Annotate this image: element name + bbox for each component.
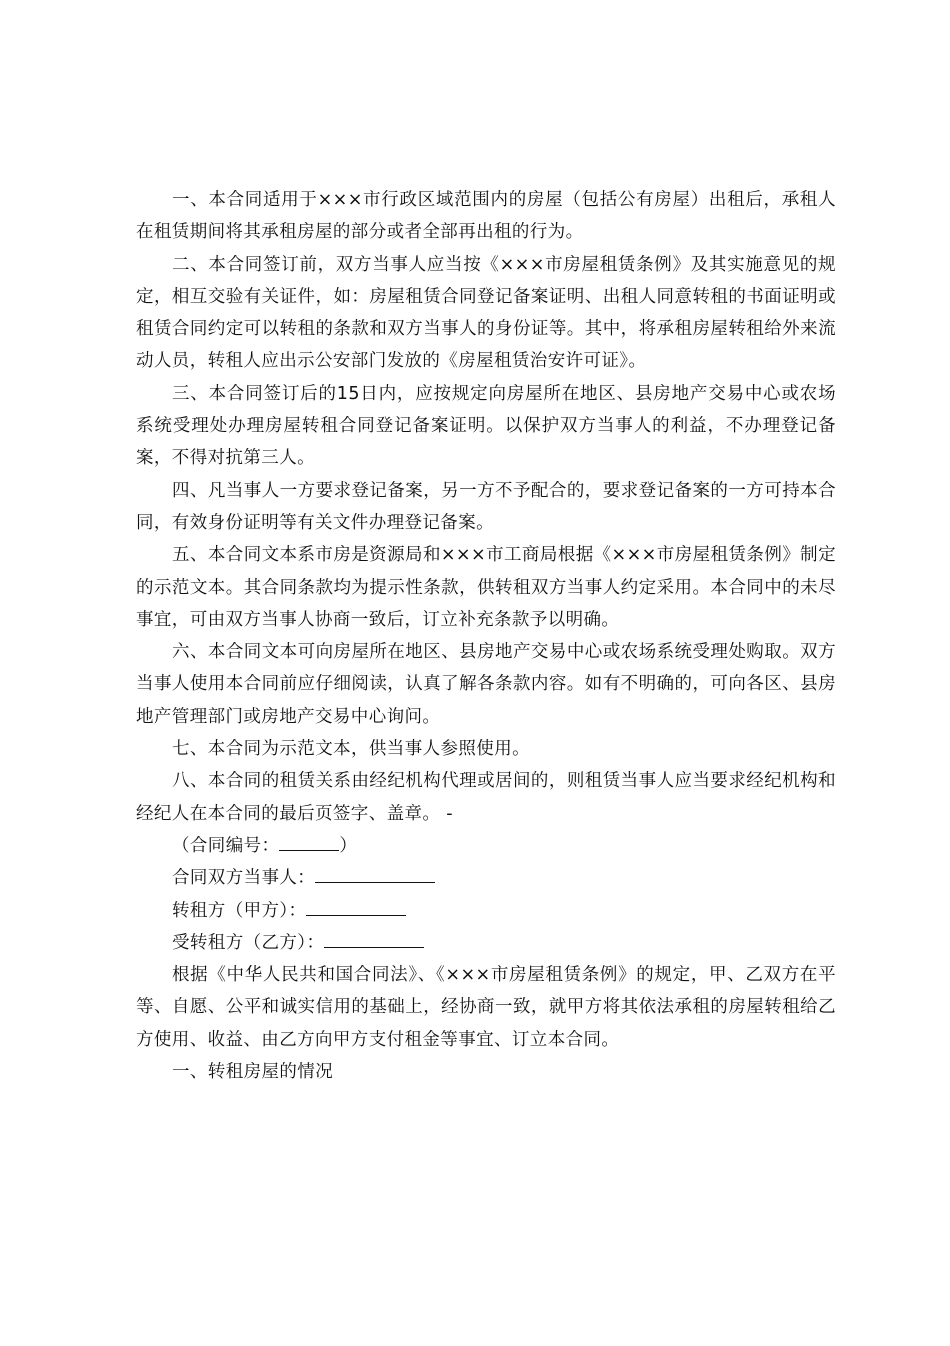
contract-number-blank <box>279 832 339 851</box>
parties-label: 合同双方当事人： <box>172 868 316 889</box>
paragraph-2: 二、本合同签订前，双方当事人应当按《×××市房屋租赁条例》及其实施意见的规定，相互交验有关证件，如：房屋租赁合同登记备案证明、出租人同意转租的书面证明或租赁合同约定可以转租的条款和双方当事人的身份证等。其中，将承租房屋转租给外来流动人员，转租人应出示公安部门发放的《房屋租赁治安许可证》。 <box>136 254 836 372</box>
paragraph-5: 五、本合同文本系市房是资源局和×××市工商局根据《×××市房屋租赁条例》制定的示范文本。其合同条款均为提示性条款，供转租双方当事人约定采用。本合同中的未尽事宜，可由双方当事人协商一致后，订立补充条款予以明确。 <box>136 545 836 630</box>
section-heading-1: 一、转租房屋的情况 <box>172 1062 334 1083</box>
document-body <box>136 184 836 1088</box>
party-a-blank <box>306 897 406 916</box>
paragraph-4: 四、凡当事人一方要求登记备案，另一方不予配合的，要求登记备案的一方可持本合同，有效身份证明等有关文件办理登记备案。 <box>136 480 836 533</box>
contract-number-line <box>136 830 836 862</box>
party-a-label: 转租方（甲方）： <box>172 900 307 921</box>
party-b-label: 受转租方（乙方）： <box>172 932 325 953</box>
paragraph-1: 一、本合同适用于×××市行政区域范围内的房屋（包括公有房屋）出租后，承租人在租赁期间将其承租房屋的部分或者全部再出租的行为。 <box>136 190 836 243</box>
parties-blank <box>315 864 435 883</box>
paragraph-6: 六、本合同文本可向房屋所在地区、县房地产交易中心或农场系统受理处购取。双方当事人使用本合同前应仔细阅读，认真了解各条款内容。如有不明确的，可向各区、县房地产管理部门或房地产交易中心询问。 <box>136 642 836 727</box>
party-b-line <box>136 927 836 959</box>
paragraph-8: 八、本合同的租赁关系由经纪机构代理或居间的，则租赁当事人应当要求经纪机构和经纪人在本合同的最后页签字、盖章。 - <box>136 771 836 824</box>
contract-number-label: （合同编号： <box>172 835 280 856</box>
parties-line <box>136 862 836 894</box>
party-a-line <box>136 895 836 927</box>
party-b-blank <box>324 929 424 948</box>
intro-paragraph: 根据《中华人民共和国合同法》、《×××市房屋租赁条例》的规定，甲、乙双方在平等、自愿、公平和诚实信用的基础上，经协商一致，就甲方将其依法承租的房屋转租给乙方使用、收益、由乙方向甲方支付租金等事宜、订立本合同。 <box>136 965 836 1050</box>
contract-number-close: ） <box>339 835 358 856</box>
paragraph-7: 七、本合同为示范文本，供当事人参照使用。 <box>172 739 530 760</box>
paragraph-3: 三、本合同签订后的15日内，应按规定向房屋所在地区、县房地产交易中心或农场系统受理处办理房屋转租合同登记备案证明。以保护双方当事人的利益，不办理登记备案，不得对抗第三人。 <box>136 383 836 469</box>
